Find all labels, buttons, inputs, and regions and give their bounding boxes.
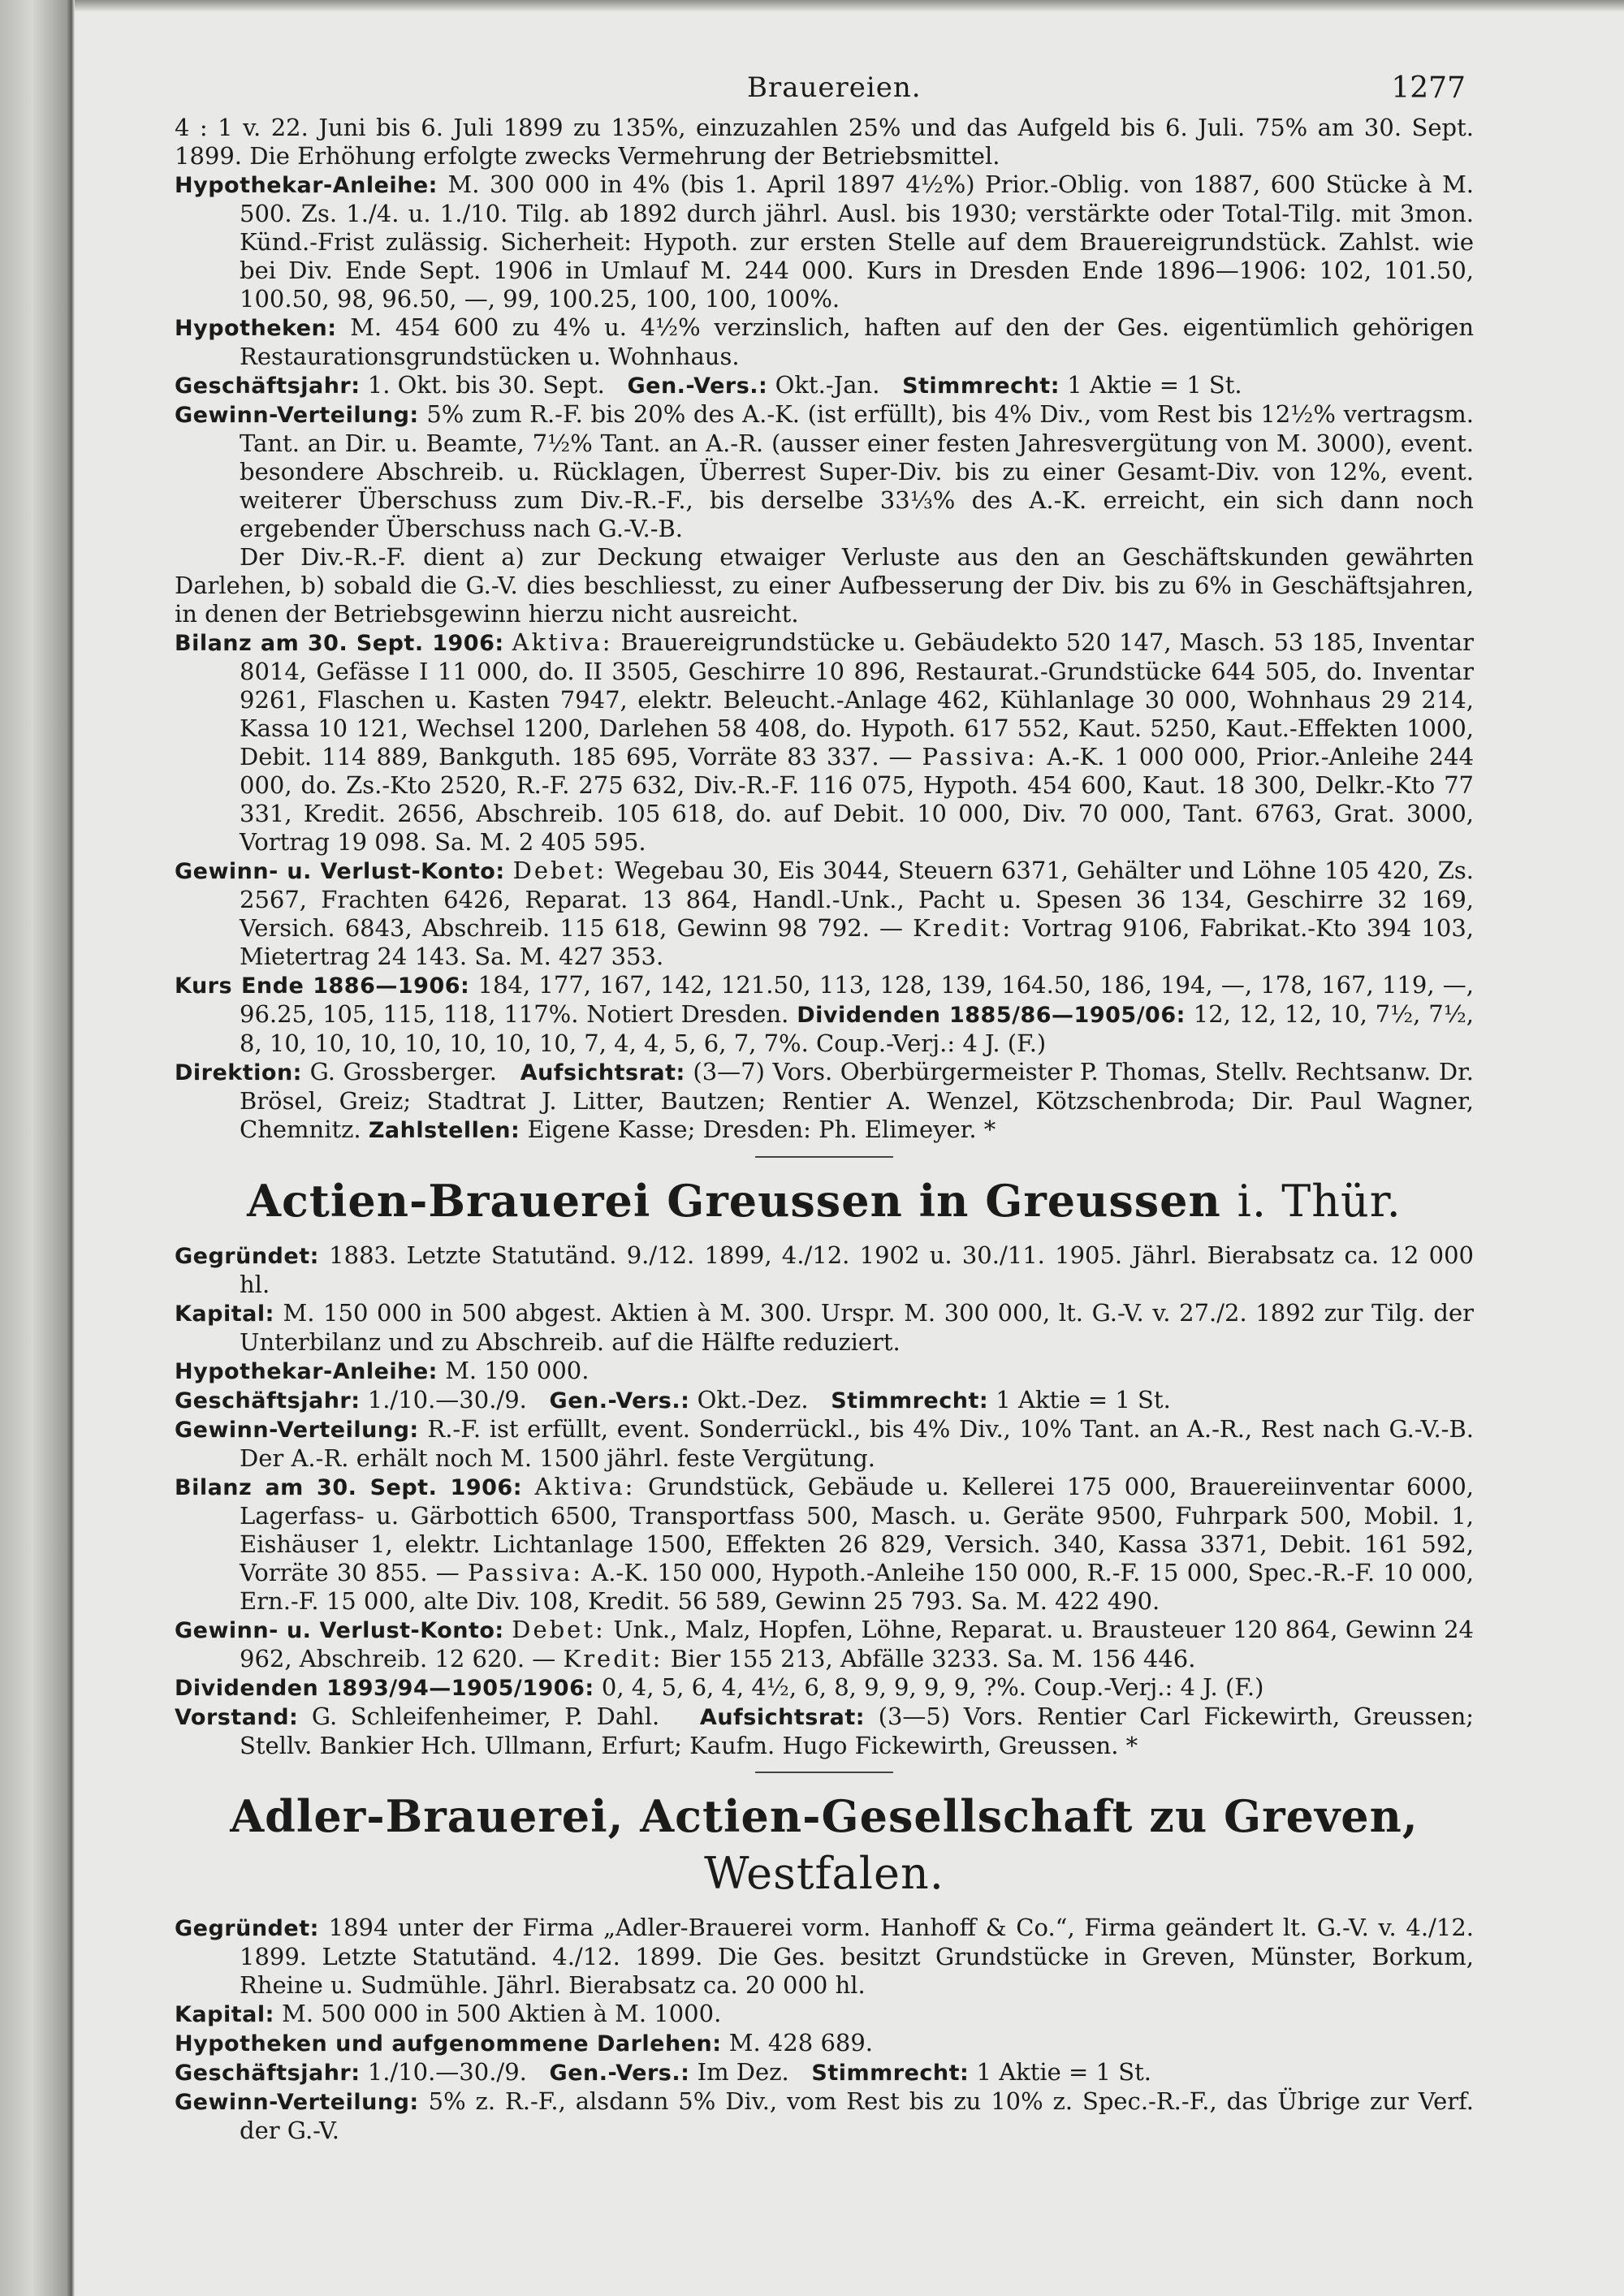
text-gen-vers: Im Dez. [697, 2058, 789, 2086]
paragraph-bilanz [175, 1473, 1474, 1616]
label-aufsichtsrat: Aufsichtsrat: [520, 1060, 685, 1085]
label-gewinn-verlust: Gewinn- u. Verlust-Konto: [175, 1618, 504, 1643]
label-passiva: Passiva: [922, 743, 1038, 770]
label-direktion: Direktion: [175, 1060, 302, 1085]
text-vorstand: G. Schleifenheimer, P. Dahl. [311, 1703, 660, 1730]
paragraph-geschaeftsjahr [175, 371, 1474, 400]
entry-greussen [175, 1172, 1474, 1760]
scan-binding-edge [0, 0, 75, 2296]
text-aktiva: Brauereigrundstücke u. Gebäudekto 520 147, Masch. 53 185, Inventar 8014, Gefässe I 11 000, do. II 3505, Geschirre 10 896, Restaurat.-Grundstücke 644 505, do. Inventar 9261, Flaschen u. Kasten 7947, elektr. Beleucht.-Anlage 462, Kühlanlage 30 000, Wohnhaus 29 214, Kassa 10 121, Wechsel 1200, Darlehen 58 408, do. Hypoth. 617 552, Kaut. 5250, Kaut.-Effekten 1000, Debit. 114 889, Bankguth. 185 695, Vorräte 83 337. — [240, 628, 1475, 770]
text-dividenden: 12, 12, 12, 10, 7½, 7½, 8, 10, 10, 10, 10, 10, 10, 10, 7, 4, 4, 5, 6, 7, 7%. Coup.-Verj.: 4 J. (F.) [240, 1000, 1475, 1057]
running-head [175, 65, 1474, 114]
text-stimmrecht: 1 Aktie = 1 St. [976, 2058, 1151, 2086]
paragraph-direktion [175, 1058, 1474, 1145]
paragraph-gegruendet [175, 1914, 1474, 2000]
label-hypothekar-anleihe: Hypothekar-Anleihe: [175, 1359, 438, 1384]
company-heading [175, 1788, 1474, 1902]
label-gewinn-verteilung: Gewinn-Verteilung: [175, 403, 419, 428]
company-region: i. Thür. [1237, 1176, 1402, 1227]
paragraph-hypothekar-anleihe [175, 1357, 1474, 1386]
label-aktiva: Aktiva: [534, 1473, 636, 1500]
text-gewinn-verteilung: R.-F. ist erfüllt, event. Sonderrückl., bis 4% Div., 10% Tant. an A.-R., Rest nach G.-V.-B. Der A.-R. erhält noch M. 1500 jährl. feste Vergütung. [240, 1415, 1474, 1472]
company-name: Adler-Brauerei, Actien-Gesellschaft zu Greven, [230, 1790, 1419, 1842]
paragraph-hypotheken [175, 2029, 1474, 2058]
company-region: Westfalen. [704, 1848, 944, 1899]
label-dividenden: Dividenden 1893/94—1905/1906: [175, 1676, 594, 1701]
label-geschaeftsjahr: Geschäftsjahr: [175, 1388, 361, 1413]
label-debet: Debet: [512, 857, 607, 884]
page-number: 1277 [1391, 71, 1466, 105]
label-vorstand: Vorstand: [175, 1705, 299, 1730]
text-kapital: M. 150 000 in 500 abgest. Aktien à M. 300. Urspr. M. 300 000, lt. G.-V. v. 27./2. 1892 zur Tilg. der Unterbilanz und zu Abschreib. auf die Hälfte reduziert. [240, 1299, 1475, 1356]
label-hypothekar-anleihe: Hypothekar-Anleihe: [175, 173, 438, 198]
paragraph-geschaeftsjahr [175, 2058, 1474, 2087]
entry-greven [175, 1788, 1474, 2145]
text-aufsichtsrat: (3—7) Vors. Oberbürgermeister P. Thomas, Stellv. Rechtsanw. Dr. Brösel, Greiz; Stadtrat J. Litter, Bautzen; Rentier A. Wenzel, Kötzschenbroda; Dir. Paul Wagner, Chemnitz. [240, 1058, 1474, 1143]
label-kapital: Kapital: [175, 2002, 274, 2027]
label-gen-vers: Gen.-Vers.: [549, 1388, 690, 1413]
label-aktiva: Aktiva: [512, 628, 613, 656]
label-stimmrecht: Stimmrecht: [831, 1388, 989, 1413]
entry-previous [175, 114, 1474, 1145]
label-dividenden: Dividenden 1885/86—1905/06: [797, 1003, 1186, 1028]
label-gen-vers: Gen.-Vers.: [549, 2061, 690, 2086]
company-name: Actien-Brauerei Greussen in Greussen [247, 1175, 1221, 1227]
text-geschaeftsjahr: 1. Okt. bis 30. Sept. [367, 371, 605, 399]
text-gegruendet: 1883. Letzte Statutänd. 9./12. 1899, 4./12. 1902 u. 30./11. 1905. Jährl. Bierabsatz ca. 12 000 hl. [240, 1241, 1474, 1298]
text-stimmrecht: 1 Aktie = 1 St. [996, 1386, 1171, 1413]
text-aufsichtsrat: (3—5) Vors. Rentier Carl Fickewirth, Greussen; Stellv. Bankier Hch. Ullmann, Erfurt; Kaufm. Hugo Fickewirth, Greussen. * [240, 1703, 1475, 1759]
paragraph-gewinn-verteilung [175, 400, 1474, 543]
text-geschaeftsjahr: 1./10.—30./9. [367, 2058, 527, 2086]
text-kredit: Bier 155 213, Abfälle 3233. Sa. M. 156 446. [670, 1645, 1196, 1672]
text-debet: Unk., Malz, Hopfen, Löhne, Reparat. u. Brausteuer 120 864, Gewinn 24 962, Abschreib. 12 620. — [240, 1616, 1475, 1672]
label-hypotheken: Hypotheken: [175, 316, 337, 341]
paragraph-gewinn-verlust [175, 857, 1474, 971]
label-aufsichtsrat: Aufsichtsrat: [699, 1705, 866, 1730]
text-kapital: M. 500 000 in 500 Aktien à M. 1000. [282, 2000, 722, 2027]
label-debet: Debet: [512, 1616, 606, 1643]
label-stimmrecht: Stimmrecht: [902, 373, 1060, 399]
paragraph-gewinn-verteilung [175, 1415, 1474, 1473]
paragraph-kapital [175, 2000, 1474, 2029]
text-gewinn-verteilung: 5% z. R.-F., alsdann 5% Div., vom Rest bis zu 10% z. Spec.-R.-F., das Übrige zur Verf. der G.-V. [240, 2087, 1475, 2144]
paragraph-gewinn-verteilung [175, 2087, 1474, 2145]
paragraph-kurs [175, 971, 1474, 1058]
label-kapital: Kapital: [175, 1301, 274, 1327]
label-kredit: Kredit: [563, 1645, 663, 1672]
text-gegruendet: 1894 unter der Firma „Adler-Brauerei vorm. Hanhoff & Co.“, Firma geändert lt. G.-V. v. 4./12. 1899. Letzte Statutänd. 4./12. 1899. Die Ges. besitzt Grundstücke in Greven, Münster, Borkum, Rheine u. Sudmühle. Jährl. Bierabsatz ca. 20 000 hl. [240, 1914, 1474, 1999]
text-gen-vers: Okt.-Dez. [697, 1386, 809, 1413]
label-zahlstellen: Zahlstellen: [368, 1118, 520, 1143]
text-stimmrecht: 1 Aktie = 1 St. [1067, 371, 1242, 399]
text-gen-vers: Okt.-Jan. [775, 371, 880, 399]
scan-top-edge [0, 0, 1624, 11]
text-dividenden: 0, 4, 5, 6, 4, 4½, 6, 8, 9, 9, 9, 9, ?%. Coup.-Verj.: 4 J. (F.) [601, 1673, 1264, 1701]
text-passiva: A.-K. 1 000 000, Prior.-Anleihe 244 000, do. Zs.-Kto 2520, R.-F. 275 632, Div.-R.-F. 116 075, Hypoth. 454 600, Kaut. 18 300, Delkr.-Kto 77 331, Kredit. 2656, Abschreib. 105 618, do. auf Debit. 10 000, Div. 70 000, Tant. 6763, Grat. 3000, Vortrag 19 098. Sa. M. 2 405 595. [240, 743, 1475, 856]
paragraph-vorstand [175, 1703, 1474, 1760]
label-kredit: Kredit: [913, 914, 1013, 942]
paragraph-bilanz [175, 628, 1474, 857]
text-kurs: 184, 177, 167, 142, 121.50, 113, 128, 139, 164.50, 186, 194, —, 178, 167, 119, —, 96.25, 105, 115, 118, 117%. Notiert Dresden. [240, 971, 1475, 1028]
label-bilanz: Bilanz am 30. Sept. 1906: [175, 1475, 522, 1500]
paragraph-kapital [175, 1299, 1474, 1357]
company-heading [175, 1172, 1474, 1230]
text-aktiva: Grundstück, Gebäude u. Kellerei 175 000, Brauereiinventar 6000, Lagerfass- u. Gärbottich 6500, Transportfass 500, Masch. u. Geräte 9500, Fuhrpark 500, Mobil. 1, Eishäuser 1, elektr. Lichtanlage 1500, Effekten 26 829, Versich. 340, Kassa 3371, Debit. 161 592, Vorräte 30 855. — [240, 1473, 1475, 1586]
label-gewinn-verteilung: Gewinn-Verteilung: [175, 2090, 419, 2115]
text-hypotheken: M. 428 689. [728, 2029, 874, 2056]
label-passiva: Passiva: [468, 1559, 584, 1586]
label-gewinn-verlust: Gewinn- u. Verlust-Konto: [175, 859, 505, 884]
label-hypotheken: Hypotheken und aufgenommene Darlehen: [175, 2031, 722, 2056]
page [175, 65, 1474, 2145]
text-zahlstellen: Eigene Kasse; Dresden: Ph. Elimeyer. * [527, 1116, 996, 1143]
paragraph-gewinn-verlust [175, 1616, 1474, 1673]
label-kurs: Kurs Ende 1886—1906: [175, 973, 470, 999]
label-bilanz: Bilanz am 30. Sept. 1906: [175, 631, 504, 656]
paragraph-gegruendet [175, 1241, 1474, 1299]
label-gewinn-verteilung: Gewinn-Verteilung: [175, 1418, 419, 1443]
text-gewinn-verteilung: 5% zum R.-F. bis 20% des A.-K. (ist erfüllt), bis 4% Div., vom Rest bis 12½% vertragsm. Tant. an Dir. u. Beamte, 7½% Tant. an A.-R. (ausser einer festen Jahresvergütung von M. 3000), event. besondere Abschreib. u. Rücklagen, Überrest Super-Div. bis zu einer Gesamt-Div. von 12%, event. weiterer Überschuss zum Div.-R.-F., bis derselbe 33⅓% des A.-K. erreicht, ein sich dann noch ergebender Überschuss nach G.-V.-B. [240, 400, 1474, 542]
label-gen-vers: Gen.-Vers.: [627, 373, 768, 399]
text-debet: Wegebau 30, Eis 3044, Steuern 6371, Gehälter und Löhne 105 420, Zs. 2567, Frachten 6426, Reparat. 13 864, Handl.-Unk., Pacht u. Spesen 36 134, Geschirre 32 169, Versich. 6843, Abschreib. 115 618, Gewinn 98 792. — [240, 857, 1474, 942]
label-gegruendet: Gegründet: [175, 1244, 319, 1269]
text-hypothekar-anleihe: M. 300 000 in 4% (bis 1. April 1897 4½%) Prior.-Oblig. von 1887, 600 Stücke à M. 500. Zs. 1./4. u. 1./10. Tilg. ab 1892 durch jährl. Ausl. bis 1930; verstärkte oder Total-Tilg. mit 3mon. Künd.-Frist zulässig. Sicherheit: Hypoth. zur ersten Stelle auf dem Brauereigrundstück. Zahlst. wie bei Div. Ende Sept. 1906 in Umlauf M. 244 000. Kurs in Dresden Ende 1896—1906: 102, 101.50, 100.50, 98, 96.50, —, 99, 100.25, 100, 100, 100%. [240, 170, 1475, 313]
text-direktion: G. Grossberger. [309, 1058, 497, 1085]
label-geschaeftsjahr: Geschäftsjahr: [175, 373, 361, 399]
text-hypothekar-anleihe: M. 150 000. [445, 1357, 590, 1384]
label-gegruendet: Gegründet: [175, 1916, 319, 1941]
running-title: Brauereien. [747, 71, 922, 104]
label-geschaeftsjahr: Geschäftsjahr: [175, 2061, 361, 2086]
paragraph-geschaeftsjahr [175, 1386, 1474, 1415]
text-kredit: Vortrag 9106, Fabrikat.-Kto 394 103, Mietertrag 24 143. Sa. M. 427 353. [240, 914, 1474, 970]
paragraph-dividenden [175, 1673, 1474, 1703]
paragraph-hypothekar-anleihe [175, 170, 1474, 313]
section-divider [755, 1156, 893, 1158]
text-hypotheken: M. 454 600 zu 4% u. 4½% verzinslich, haften auf den der Ges. eigentümlich gehörigen Restaurationsgrundstücken u. Wohnhaus. [240, 313, 1474, 370]
paragraph-div-rf: Der Div.-R.-F. dient a) zur Deckung etwaiger Verluste aus den an Geschäftskunden gewährten Darlehen, b) sobald die G.-V. dies beschliesst, zu einer Aufbesserung der Div. bis zu 6% in Geschäftsjahren, in denen der Betriebsgewinn hierzu nicht ausreicht. [175, 543, 1474, 628]
text-passiva: A.-K. 150 000, Hypoth.-Anleihe 150 000, R.-F. 15 000, Spec.-R.-F. 10 000, Ern.-F. 15 000, alte Div. 108, Kredit. 56 589, Gewinn 25 793. Sa. M. 422 490. [240, 1559, 1475, 1615]
label-stimmrecht: Stimmrecht: [811, 2061, 970, 2086]
capital-continuation: 4 : 1 v. 22. Juni bis 6. Juli 1899 zu 135%, einzuzahlen 25% und das Aufgeld bis 6. Juli. 75% am 30. Sept. 1899. Die Erhöhung erfolgte zwecks Vermehrung der Betriebsmittel. [175, 114, 1474, 170]
text-geschaeftsjahr: 1./10.—30./9. [367, 1386, 527, 1413]
paragraph-hypotheken [175, 313, 1474, 371]
section-divider [755, 1772, 893, 1773]
